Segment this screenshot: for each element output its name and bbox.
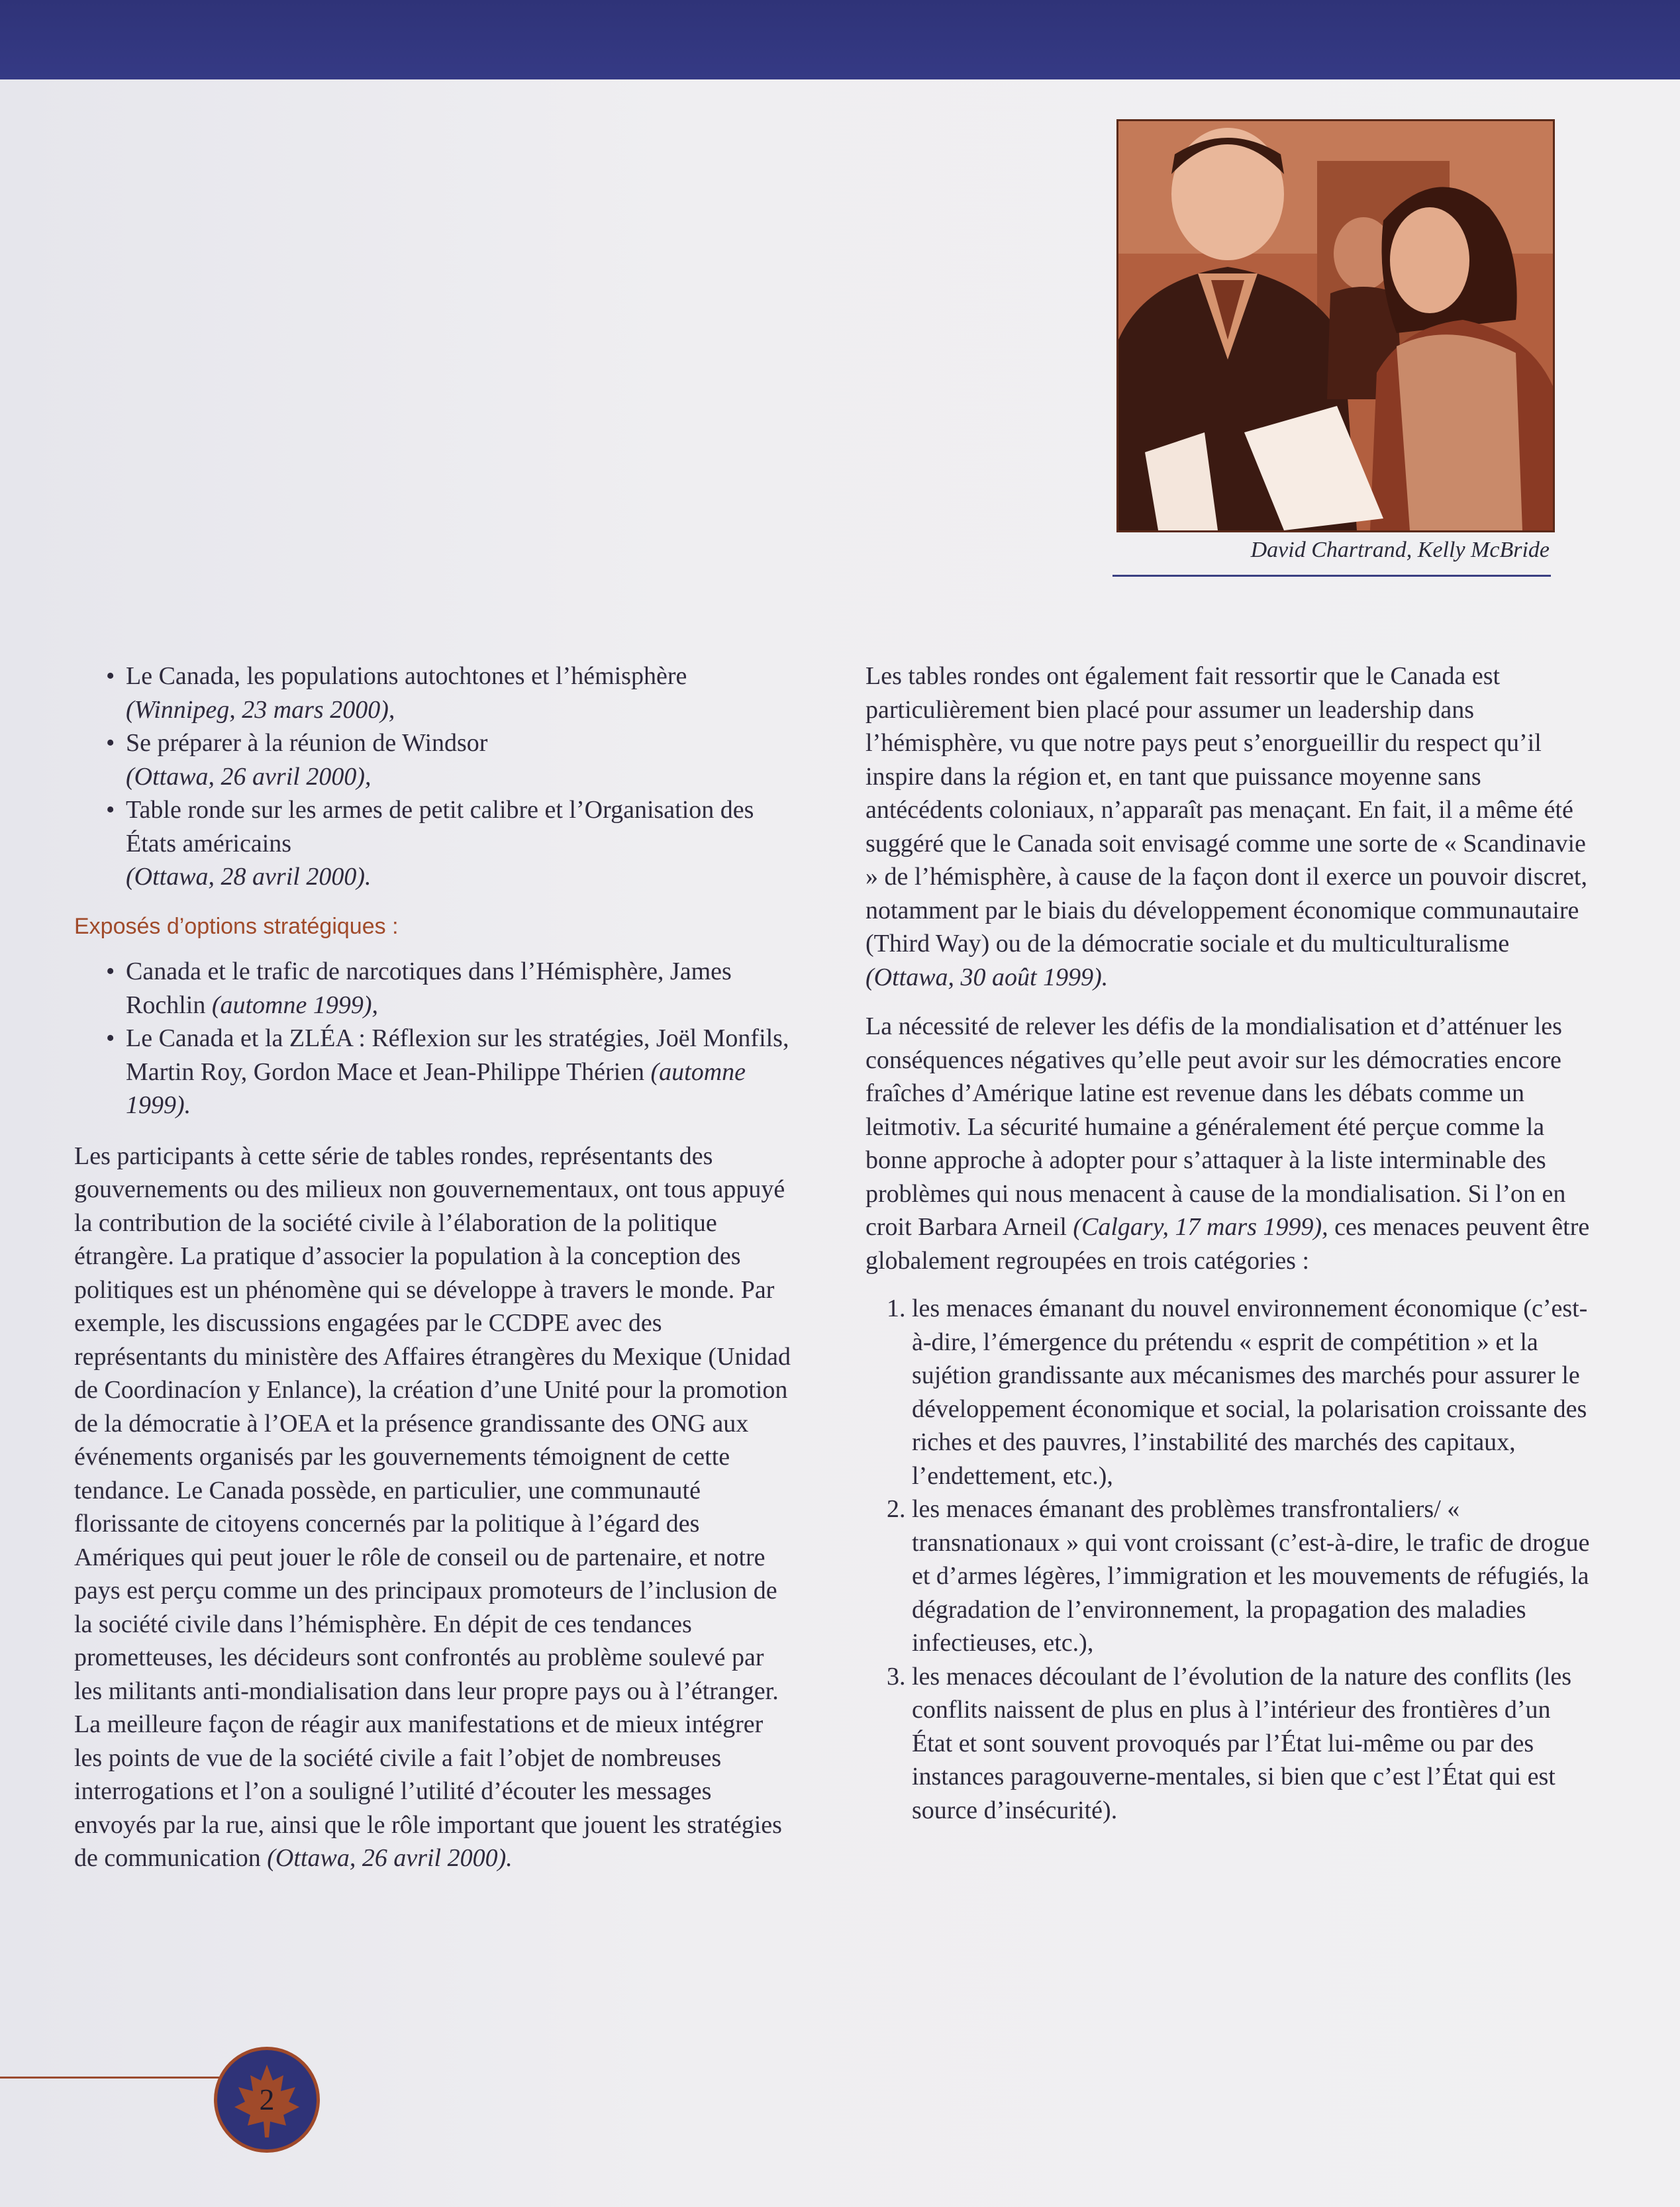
top-color-band: [0, 0, 1680, 79]
list-item-detail: (Ottawa, 28 avril 2000).: [126, 863, 371, 891]
list-item: [74, 955, 796, 1022]
threat-categories-list: [865, 1292, 1594, 1827]
caption-divider: [1112, 575, 1551, 577]
list-item-detail: (automne 1999),: [211, 991, 379, 1019]
bullet-icon: •: [106, 1024, 115, 1052]
section-heading: Exposés d’options stratégiques :: [74, 913, 399, 939]
paragraph-citation: (Calgary, 17 mars 1999),: [1073, 1213, 1328, 1241]
policy-papers-list: [74, 955, 796, 1122]
bullet-icon: •: [106, 957, 115, 985]
photo-illustration: [1118, 121, 1553, 530]
list-item: [865, 1292, 1594, 1493]
right-column: [865, 660, 1594, 1827]
portrait-photo: [1116, 119, 1555, 532]
bullet-icon: •: [106, 729, 115, 757]
list-item-text: les menaces émanant des problèmes transfrontaliers/ « transnationaux » qui vont croissant (c’est-à-dire, le trafic de drogue et d’armes légères, l’immigration et les mouvements de réfugiés, la dégradation de l’environnement, la propagation des maladies infectieuses, etc.),: [912, 1495, 1590, 1657]
list-item-detail: (automne 1999).: [126, 1057, 746, 1119]
paragraph-citation: (Ottawa, 30 août 1999).: [865, 963, 1109, 991]
paragraph-text: ces menaces peuvent être globalement regroupées en trois catégories :: [865, 1213, 1590, 1275]
list-item: [865, 1660, 1594, 1828]
body-paragraph: [865, 660, 1594, 994]
list-item-detail: (Ottawa, 26 avril 2000),: [126, 762, 371, 791]
list-item-text: les menaces émanant du nouvel environnement économique (c’est-à-dire, l’émergence du prétendu « esprit de compétition » et la sujétion grandissante aux mécanismes des marchés pour assurer le développement économique et social, la polarisation croissante des riches et des pauvres, l’instabilité des marchés des capitaux, l’endettement, etc.),: [912, 1295, 1588, 1490]
list-number: 1.: [887, 1295, 906, 1322]
list-item-text: Canada et le trafic de narcotiques dans l’Hémisphère, James Rochlin: [126, 957, 732, 1019]
paragraph-text: La nécessité de relever les défis de la mondialisation et d’atténuer les conséquences négatives qu’elle peut avoir sur les démocraties encore fraîches d’Amérique latine est revenue dans les débats comme un leitmotiv. La sécurité humaine a généralement été perçue comme la bonne approche à adopter pour s’attaquer à la liste interminable des problèmes qui nous menacent à cause de la mondialisation. Si l’on en croit Barbara Arneil: [865, 1012, 1566, 1241]
list-item: [74, 793, 796, 894]
list-item: [865, 1493, 1594, 1660]
body-paragraph: [865, 1010, 1594, 1277]
page-number-badge: [217, 2050, 317, 2149]
page-number: 2: [259, 2083, 275, 2116]
list-item: [74, 726, 796, 793]
round-table-list: [74, 660, 796, 894]
list-item-detail: (Winnipeg, 23 mars 2000),: [126, 695, 395, 724]
paragraph-text: Les tables rondes ont également fait ressortir que le Canada est particulièrement bien placé pour assumer un leadership dans l’hémisphère, vu que notre pays peut s’enorgueillir du respect qu’il inspire dans la région et, en tant que puissance moyenne sans antécédents coloniaux, n’apparaît pas menaçant. En fait, il a même été suggéré que le Canada soit envisagé comme une sorte de « Scandinavie » de l’hémisphère, à cause de la façon dont il exerce un pouvoir discret, notamment par le biais du développement économique communautaire (Third Way) ou de la démocratie sociale et du multiculturalisme: [865, 662, 1587, 957]
list-item-text: Le Canada et la ZLÉA : Réflexion sur les stratégies, Joël Monfils, Martin Roy, Gordon Mace et Jean-Philippe Thérien: [126, 1024, 789, 1086]
photo-caption: David Chartrand, Kelly McBride: [1250, 538, 1550, 562]
list-item-title: Table ronde sur les armes de petit calibre et l’Organisation des États américains: [126, 796, 754, 858]
bullet-icon: •: [106, 662, 115, 690]
list-number: 3.: [887, 1662, 906, 1691]
bullet-icon: •: [106, 796, 115, 824]
list-item-text: les menaces découlant de l’évolution de la nature des conflits (les conflits naissent de plus en plus à l’intérieur des frontières d’un État et sont souvent provoqués par l’État lui-même ou par des instances paragouverne-mentales, si bien que c’est l’État qui est source d’insécurité).: [912, 1662, 1572, 1824]
paragraph-text: Les participants à cette série de tables rondes, représentants des gouvernements ou des milieux non gouvernementaux, ont tous appuyé la contribution de la société civile à l’élaboration de la politique étrangère. La pratique d’associer la population à la conception des politiques est un phénomène qui se développe à travers le monde. Par exemple, les discussions engagées par le CCDPE avec des représentants du ministère des Affaires étrangères du Mexique (Unidad de Coordinacíon y Enlance), la création d’une Unité pour la promotion de la démocratie à l’OEA et la présence grandissante des ONG aux événements organisés par les gouvernements témoignent de cette tendance. Le Canada possède, en particulier, une communauté florissante de citoyens concernés par la politique à l’égard des Amériques qui peut jouer le rôle de conseil ou de partenaire, et notre pays est perçu comme un des principaux promoteurs de l’inclusion de la société civile dans l’hémisphère. En dépit de ces tendances prometteuses, les décideurs sont confrontés au problème soulevé par les militants anti-mondialisation dans leur propre pays ou à l’étranger. La meilleure façon de réagir aux manifestations et de mieux intégrer les points de vue de la société civile a fait l’objet de nombreuses interrogations et l’on a souligné l’utilité d’écouter les messages envoyés par la rue, ainsi que le rôle important que jouent les stratégies de communication: [74, 1142, 791, 1872]
list-item-title: Le Canada, les populations autochtones et l’hémisphère: [126, 662, 687, 690]
left-column: [74, 660, 796, 1875]
body-paragraph: [74, 1140, 796, 1875]
list-item-title: Se préparer à la réunion de Windsor: [126, 729, 488, 757]
list-item: [74, 1022, 796, 1122]
list-number: 2.: [887, 1495, 906, 1523]
footer-rule: [0, 2077, 225, 2079]
list-item: [74, 660, 796, 726]
paragraph-citation: (Ottawa, 26 avril 2000).: [267, 1844, 513, 1872]
